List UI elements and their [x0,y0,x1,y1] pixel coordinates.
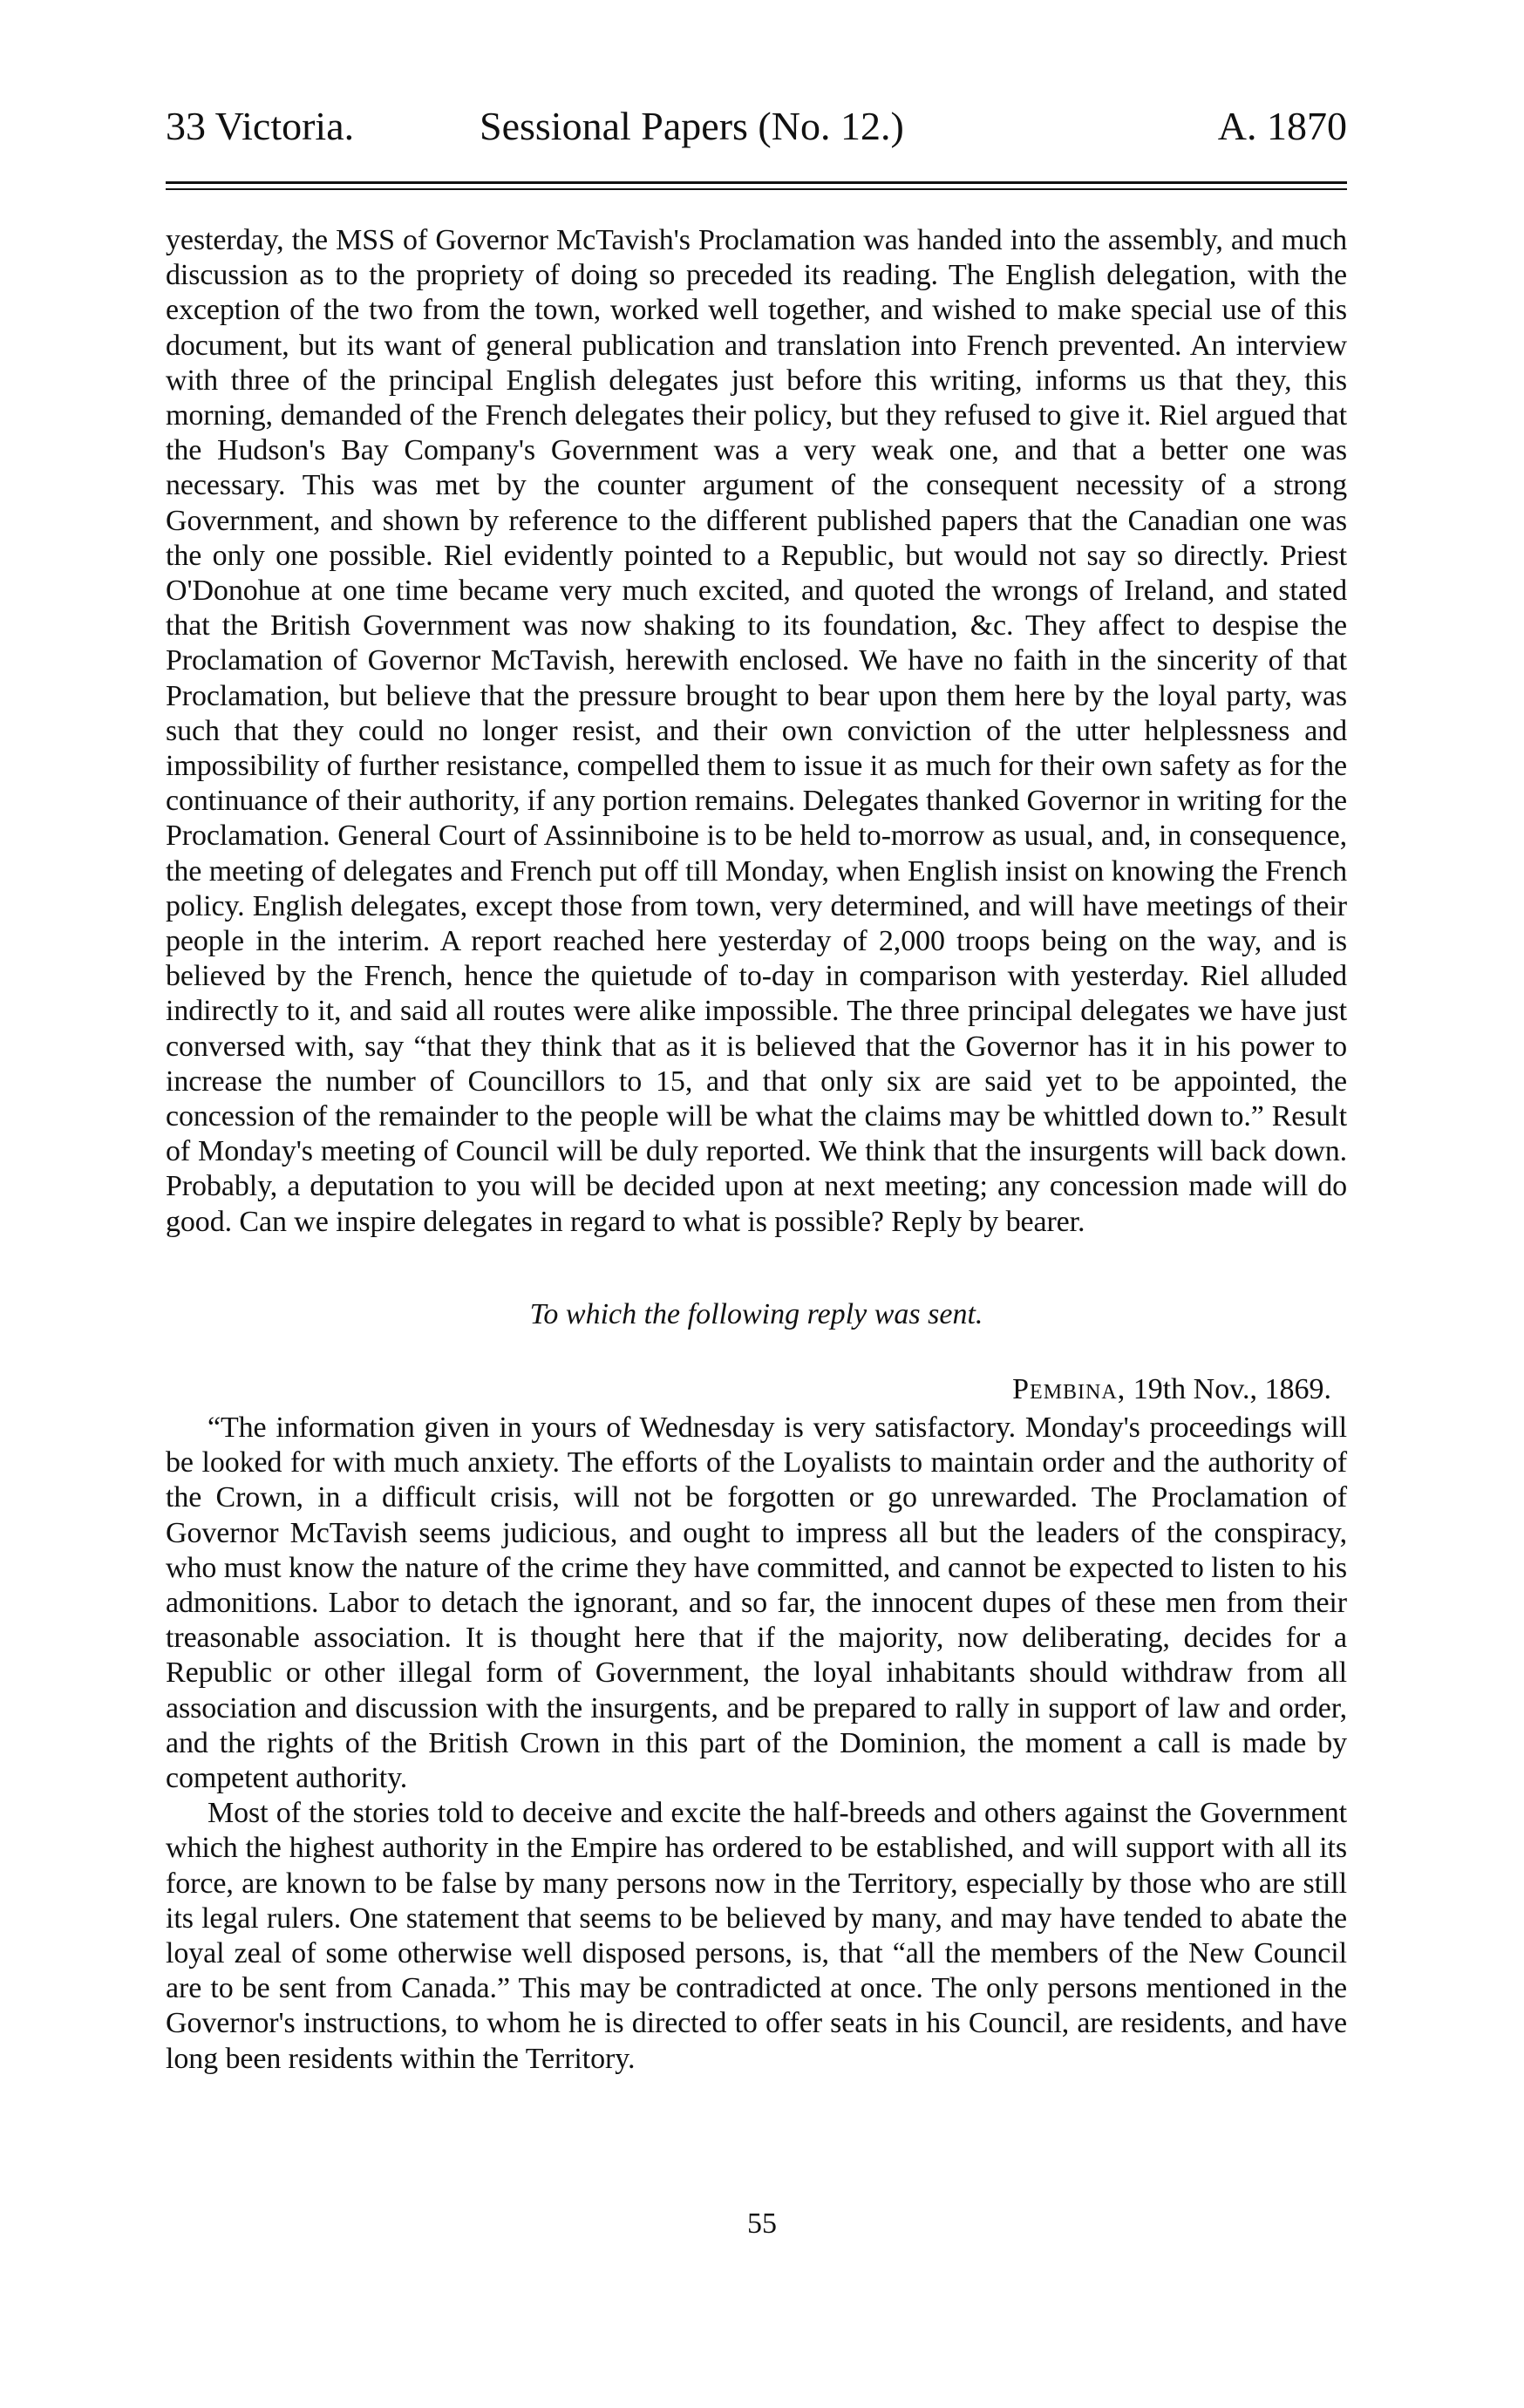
header-rule-top [166,181,1347,184]
header-year: A. 1870 [1217,104,1347,148]
paragraph-reply-2: Most of the stories told to deceive and excite the half-breeds and others against the Government which the highest authority in the Empire has ordered to be established, and will support with all its force, are known to be false by many persons now in the Territory, especially by those who are still its legal rulers. One statement that seems to be believed by many, and may have tended to abate the loyal zeal of some otherwise well disposed persons, is, that “all the members of the New Council are to be sent from Canada.” This may be contradicted at once. The only persons mentioned in the Governor's instructions, to whom he is directed to offer seats in his Council, are residents, and have long been residents within the Territory. [166,1797,1347,2075]
body-text [166,223,1347,2077]
reply-caption: To which the following reply was sent. [529,1297,983,1330]
header-rule-bottom [166,188,1347,190]
running-header [166,103,1347,164]
header-publication-title: Sessional Papers (No. 12.) [480,104,904,148]
dateline [166,1372,1347,1407]
page-number: 55 [747,2207,777,2240]
paragraph-report: yesterday, the MSS of Governor McTavish's Proclamation was handed into the assembly, and much discussion as to the propriety of doing so preceded its reading. The English delegation, with the exception of the two from the town, worked well together, and wished to make special use of this document, but its want of general publication and translation into French prevented. An interview with three of the principal English delegates just before this writing, informs us that they, this morning, demanded of the French delegates their policy, but they refused to give it. Riel argued that the Hudson's Bay Company's Government was a very weak one, and that a better one was necessary. This was met by the counter argument of the consequent necessity of a strong Government, and shown by reference to the different published papers that the Canadian one was the only one possible. Riel evidently pointed to a Republic, but would not say so directly. Priest O'Donohue at one time became very much excited, and quoted the wrongs of Ireland, and stated that the British Government was now shaking to its foundation, &c. They affect to despise the Proclamation of Governor McTavish, herewith enclosed. We have no faith in the sincerity of that Proclamation, but believe that the pressure brought to bear upon them here by the loyal party, was such that they could no longer resist, and their own conviction of the utter helplessness and impossibility of further resistance, compelled them to issue it as much for their own safety as for the continuance of their authority, if any portion remains. Delegates thanked Governor in writing for the Proclamation. General Court of Assinniboine is to be held to-morrow as usual, and, in consequence, the meeting of delegates and French put off till Monday, when English insist on knowing the French policy. English delegates, except those from town, very determined, and will have meetings of their people in the interim. A report reached here yesterday of 2,000 troops being on the way, and is believed by the French, hence the quietude of to-day in comparison with yesterday. Riel alluded indirectly to it, and said all routes were alike impossible. The three principal delegates we have just conversed with, say “that they think that as it is believed that the Governor has it in his power to increase the number of Councillors to 15, and that only six are said yet to be appointed, the concession of the remainder to the people will be what the claims may be whittled down to.” Result of Monday's meeting of Council will be duly reported. We think that the insurgents will back down. Probably, a deputation to you will be decided upon at next meeting; any concession made will do good. Can we inspire delegates in regard to what is possible? Reply by bearer. [166,224,1347,1238]
paragraph-reply-1: “The information given in yours of Wednesday is very satisfactory. Monday's proceedings will be looked for with much anxiety. The efforts of the Loyalists to maintain order and the authority of the Crown, in a difficult crisis, will not be forgotten or go unrewarded. The Proclamation of Governor McTavish seems judicious, and ought to impress all but the leaders of the conspiracy, who must know the nature of the crime they have committed, and cannot be expected to listen to his admonitions. Labor to detach the ignorant, and so far, the innocent dupes of these men from their treasonable association. It is thought here that if the majority, now deliberating, decides for a Republic or other illegal form of Government, the loyal inhabitants should withdraw from all association and discussion with the insurgents, and be prepared to rally in support of law and order, and the rights of the British Crown in this part of the Dominion, the moment a call is made by competent authority. [166,1411,1347,1794]
dateline-date: 19th Nov., 1869. [1133,1372,1331,1405]
dateline-place: Pembina, [1012,1372,1126,1405]
header-reign-year: 33 Victoria. [166,104,355,148]
